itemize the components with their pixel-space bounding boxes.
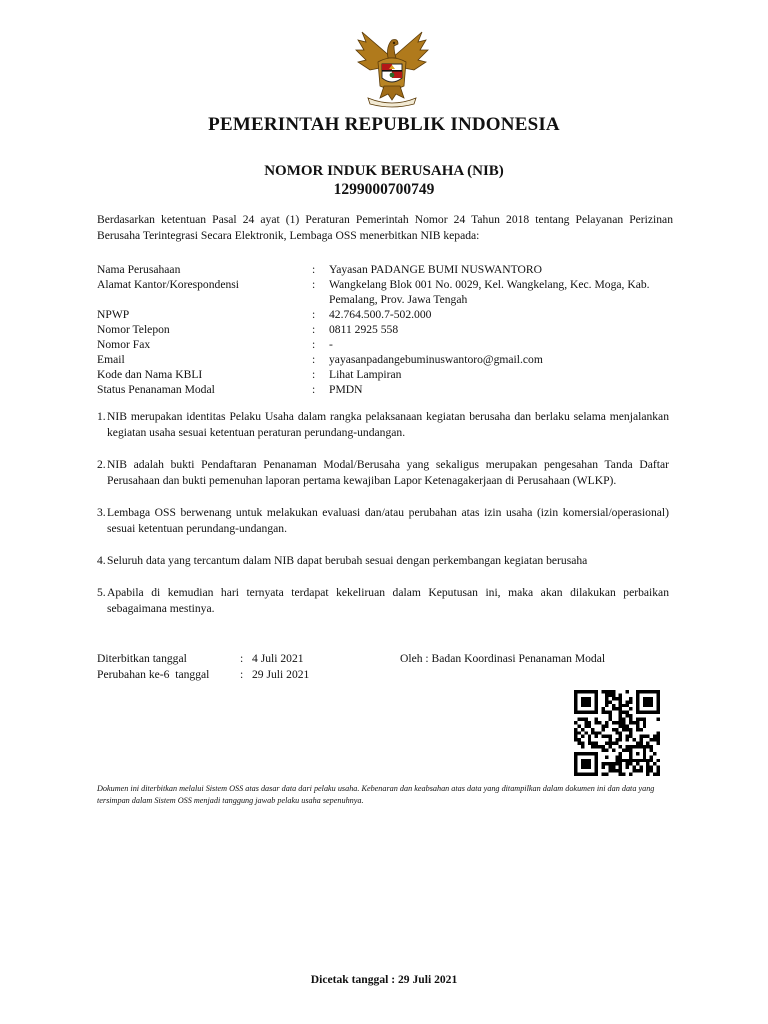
info-row-investment-status [97, 382, 677, 397]
info-row-kbli [97, 367, 677, 382]
info-label: Nomor Telepon [97, 323, 170, 336]
info-colon: : [312, 323, 316, 336]
note-item [97, 409, 669, 441]
info-value: Wangkelang Blok 001 No. 0029, Kel. Wangkelang, Kec. Moga, Kab. Pemalang, Prov. Jawa Tengah [329, 278, 650, 306]
note-item [97, 585, 669, 617]
info-colon: : [312, 368, 316, 381]
info-value: Yayasan PADANGE BUMI NUSWANTORO [329, 263, 542, 276]
note-number: 4. [97, 554, 106, 567]
note-number: 1. [97, 410, 106, 423]
issued-row [97, 651, 309, 667]
change-label: Perubahan ke-6 tanggal [97, 668, 210, 681]
note-number: 2. [97, 458, 106, 471]
info-colon: : [312, 383, 316, 396]
info-label: Kode dan Nama KBLI [97, 368, 203, 381]
info-row-npwp [97, 307, 677, 322]
document-title: NOMOR INDUK BERUSAHA (NIB) [264, 163, 504, 179]
note-number: 3. [97, 506, 106, 519]
info-colon: : [312, 308, 316, 321]
note-number: 5. [97, 586, 106, 599]
issued-colon: : [240, 652, 244, 665]
info-value: yayasanpadangebuminuswantoro@gmail.com [329, 353, 543, 366]
garuda-emblem-icon [354, 28, 430, 108]
note-text: Seluruh data yang tercantum dalam NIB dapat berubah sesuai dengan perkembangan kegiatan berusaha [107, 554, 588, 567]
info-row-company-name [97, 262, 677, 277]
note-text: Lembaga OSS berwenang untuk melakukan evaluasi dan/atau perubahan atas izin usaha (izin komersial/operasional) sesuai ketentuan perundang-undangan. [107, 506, 669, 535]
issuance-dates [97, 651, 309, 683]
disclaimer: Dokumen ini diterbitkan melalui Sistem OSS atas dasar data dari pelaku usaha. Kebenaran dan keabsahan atas data yang ditampilkan dalam dokumen ini dan data yang tersimpan dalam Sistem OSS menjadi tanggung jawab pelaku usaha sepenuhnya. [97, 784, 655, 805]
issued-label: Diterbitkan tanggal [97, 652, 187, 665]
info-row-address [97, 277, 677, 307]
note-text: NIB adalah bukti Pendaftaran Penanaman Modal/Berusaha yang sekaligus merupakan pengesahan Tanda Daftar Perusahaan dan bukti pemenuhan laporan pertama kewajiban Lapor Ketenagakerjaan di Perusahaan (WLKP). [107, 458, 669, 487]
info-label: Status Penanaman Modal [97, 383, 215, 396]
notes-list [97, 409, 669, 633]
info-colon: : [312, 278, 316, 291]
info-label: NPWP [97, 308, 130, 321]
note-item [97, 457, 669, 489]
info-value: PMDN [329, 383, 363, 396]
info-row-phone [97, 322, 677, 337]
info-label: Nama Perusahaan [97, 263, 181, 276]
government-title: PEMERINTAH REPUBLIK INDONESIA [208, 114, 560, 135]
info-value: Lihat Lampiran [329, 368, 402, 381]
note-item [97, 553, 669, 569]
info-value: - [329, 338, 333, 351]
info-colon: : [312, 353, 316, 366]
info-value: 0811 2925 558 [329, 323, 399, 336]
note-item [97, 505, 669, 537]
note-text: NIB merupakan identitas Pelaku Usaha dalam rangka pelaksanaan kegiatan berusaha dan berlaku selama menjalankan kegiatan usaha sesuai ketentuan peraturan perundang-undangan. [107, 410, 669, 439]
info-label: Nomor Fax [97, 338, 151, 351]
change-colon: : [240, 668, 244, 681]
info-colon: : [312, 263, 316, 276]
info-row-email [97, 352, 677, 367]
info-colon: : [312, 338, 316, 351]
info-label: Alamat Kantor/Korespondensi [97, 278, 239, 291]
info-label: Email [97, 353, 125, 366]
note-text: Apabila di kemudian hari ternyata terdapat kekeliruan dalam Keputusan ini, maka akan dilakukan perbaikan sebagaimana mestinya. [107, 586, 669, 615]
info-value: 42.764.500.7-502.000 [329, 308, 432, 321]
change-date: 29 Juli 2021 [252, 668, 310, 681]
info-row-fax [97, 337, 677, 352]
intro-paragraph: Berdasarkan ketentuan Pasal 24 ayat (1) Peraturan Pemerintah Nomor 24 Tahun 2018 tentang Pelayanan Perizinan Berusaha Terintegrasi Secara Elektronik, Lembaga OSS menerbitkan NIB kepada: [97, 213, 673, 242]
company-info-table [97, 262, 677, 397]
printed-date: Dicetak tanggal : 29 Juli 2021 [310, 973, 458, 986]
issuer: Oleh : Badan Koordinasi Penanaman Modal [400, 652, 606, 665]
change-row [97, 667, 309, 683]
qr-code-icon [574, 690, 660, 776]
nib-number: 1299000700749 [333, 181, 435, 198]
issued-date: 4 Juli 2021 [252, 652, 304, 665]
